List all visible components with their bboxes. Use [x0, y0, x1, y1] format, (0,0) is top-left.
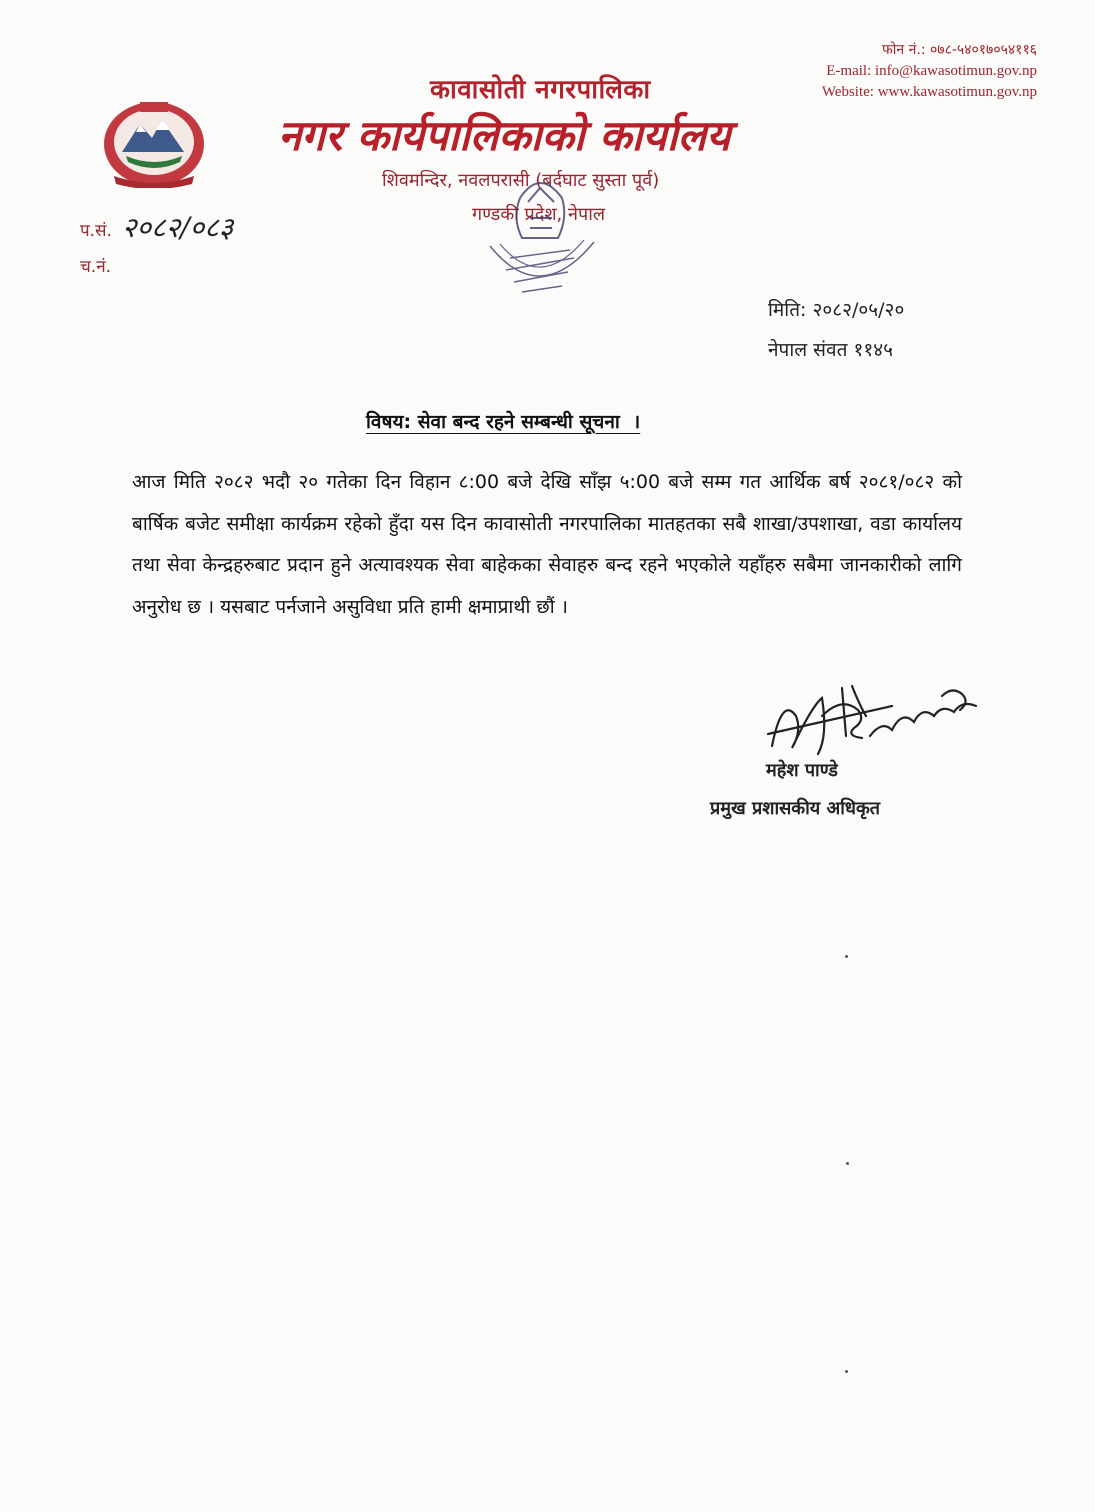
dispatch-label: च.नं.	[80, 257, 112, 277]
municipality-name: कावासोती नगरपालिका	[430, 75, 651, 105]
notice-body: आज मिति २०८२ भदौ २० गतेका दिन विहान ८:00 बजे देखि साँझ ५:00 बजे सम्म गत आर्थिक बर्ष २०८१/०८२ को बार्षिक बजेट समीक्षा कार्यक्रम रहेको हुँदा यस दिन कावासोती नगरपालिका मातहतका सबै शाखा/उपशाखा, वडा कार्यालय तथा सेवा केन्द्रहरुबाट प्रदान हुने अत्यावश्यक सेवा बाहेकका सेवाहरु बन्द रहने भएकोले यहाँहरु सबैमा जानकारीको लागि अनुरोध छ । यसबाट पर्नजाने असुविधा प्रति हामी क्षमाप्राथी छौं ।	[132, 471, 962, 618]
reference-label: प.सं.	[80, 221, 112, 241]
nepal-emblem-icon	[100, 96, 208, 188]
nepal-samvat-line: नेपाल संवत ११४५	[768, 339, 893, 361]
address-line-1: शिवमन्दिर, नवलपरासी (बर्दघाट सुस्ता पूर्व)	[382, 170, 660, 191]
scan-speck	[846, 1162, 849, 1165]
phone-number: फोन नं.: ०७८-५४०१७०५४११६	[882, 42, 1037, 58]
subject-heading: विषय: सेवा बन्द रहने सम्बन्धी सूचना ।	[366, 411, 641, 433]
contact-block	[822, 40, 1037, 103]
address-line-2: गण्डकी प्रदेश, नेपाल	[472, 204, 606, 225]
office-stamp-icon	[470, 158, 610, 306]
email-address: E-mail: info@kawasotimun.gov.np	[826, 63, 1037, 79]
signatory-title: प्रमुख प्रशासकीय अधिकृत	[710, 798, 881, 819]
reference-number: २०८२/०८३	[122, 211, 234, 244]
date-line: मिति: २०८२/०५/२०	[768, 299, 905, 321]
website-url: Website: www.kawasotimun.gov.np	[821, 84, 1037, 100]
office-title: नगर कार्यपालिकाको कार्यालय	[278, 111, 731, 160]
scan-speck	[845, 1370, 848, 1373]
scan-speck	[845, 955, 848, 958]
signature-scribble-icon	[762, 676, 992, 766]
signatory-name: महेश पाण्डे	[766, 760, 838, 781]
